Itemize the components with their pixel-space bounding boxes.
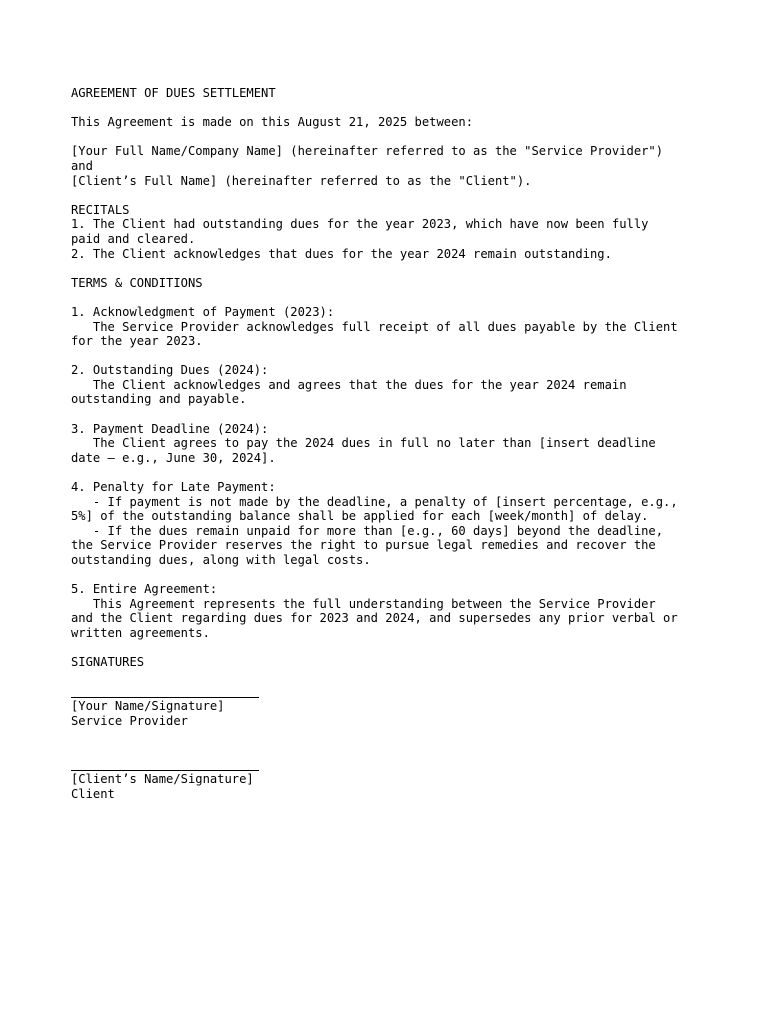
blank-line	[71, 349, 711, 364]
clause-heading-1: 1. Acknowledgment of Payment (2023):	[71, 304, 335, 319]
blank-line	[71, 743, 711, 758]
clause-text: the Service Provider reserves the right to pursue legal remedies and recover the	[71, 538, 656, 553]
party-service-provider: [Your Full Name/Company Name] (hereinafter referred to as the "Service Provider")	[71, 144, 664, 159]
clause-text: The Client acknowledges and agrees that the dues for the year 2024 remain	[71, 377, 627, 392]
blank-line	[71, 670, 711, 685]
clause-heading-4: 4. Penalty for Late Payment:	[71, 480, 276, 495]
clause-text: and the Client regarding dues for 2023 and 2024, and supersedes any prior verbal or	[71, 611, 678, 626]
terms-heading: TERMS & CONDITIONS	[71, 275, 203, 290]
blank-line	[71, 641, 711, 656]
document-title: AGREEMENT OF DUES SETTLEMENT	[71, 86, 276, 100]
recital-line: paid and cleared.	[71, 231, 196, 246]
clause-heading-2: 2. Outstanding Dues (2024):	[71, 363, 269, 378]
party-conjunction: and	[71, 158, 93, 173]
clause-text: written agreements.	[71, 625, 210, 640]
signature-name-service-provider: [Your Name/Signature]	[71, 698, 225, 713]
blank-line	[71, 188, 711, 203]
signature-line-client	[71, 757, 259, 772]
blank-line	[71, 261, 711, 276]
intro-text: This Agreement is made on this August 21, 2025 between:	[71, 115, 474, 130]
blank-line	[71, 290, 711, 305]
signature-role-client: Client	[71, 786, 115, 801]
clause-heading-3: 3. Payment Deadline (2024):	[71, 421, 269, 436]
recital-line: 2. The Client acknowledges that dues for the year 2024 remain outstanding.	[71, 246, 612, 261]
clause-text: - If the dues remain unpaid for more than [e.g., 60 days] beyond the deadline,	[71, 523, 664, 538]
signatures-heading: SIGNATURES	[71, 655, 145, 670]
clause-text: date – e.g., June 30, 2024].	[71, 450, 276, 465]
signature-name-client: [Client’s Name/Signature]	[71, 771, 254, 786]
clause-text: The Service Provider acknowledges full receipt of all dues payable by the Client	[71, 319, 678, 334]
blank-line	[71, 728, 711, 743]
clause-text: This Agreement represents the full understanding between the Service Provider	[71, 596, 656, 611]
blank-line	[71, 407, 711, 422]
signature-line-service-provider	[71, 684, 259, 699]
clause-heading-5: 5. Entire Agreement:	[71, 582, 218, 597]
signature-role-service-provider: Service Provider	[71, 713, 188, 728]
clause-text: for the year 2023.	[71, 334, 203, 349]
agreement-document	[71, 86, 711, 801]
clause-text: outstanding dues, along with legal costs.	[71, 553, 371, 567]
clause-text: 5%] of the outstanding balance shall be applied for each [week/month] of delay.	[71, 509, 649, 524]
blank-line	[71, 465, 711, 480]
clause-text: - If payment is not made by the deadline, a penalty of [insert percentage, e.g.,	[71, 494, 678, 509]
clause-text: outstanding and payable.	[71, 392, 247, 407]
blank-line	[71, 568, 711, 583]
party-client: [Client’s Full Name] (hereinafter referred to as the "Client").	[71, 173, 532, 188]
clause-text: The Client agrees to pay the 2024 dues in full no later than [insert deadline	[71, 436, 656, 451]
blank-line	[71, 101, 711, 116]
blank-line	[71, 130, 711, 145]
recital-line: 1. The Client had outstanding dues for the year 2023, which have now been fully	[71, 217, 649, 232]
recitals-heading: RECITALS	[71, 202, 130, 217]
